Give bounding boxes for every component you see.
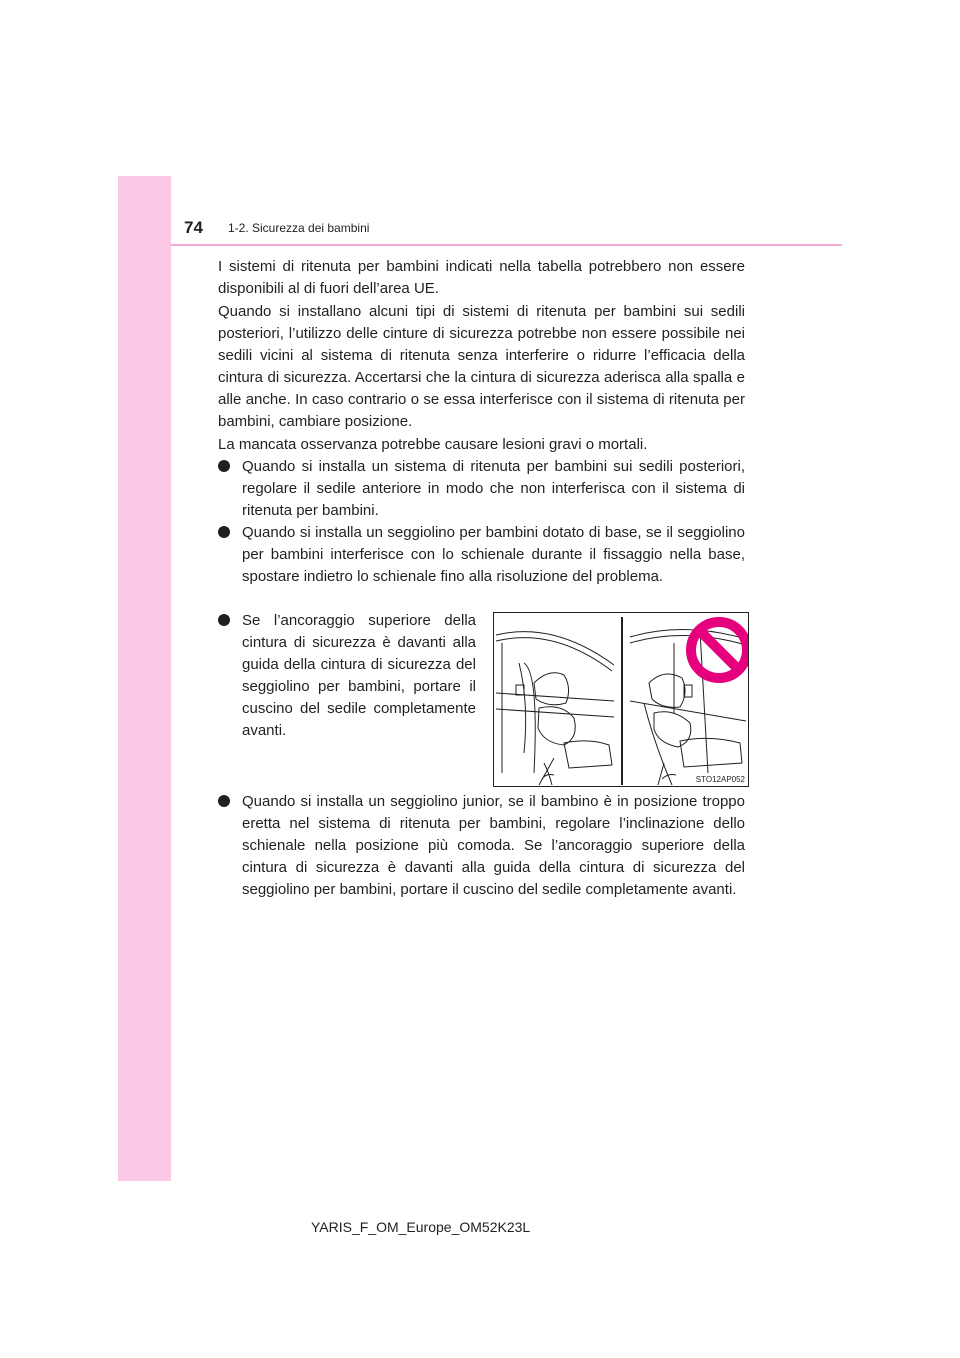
bullet-icon [218, 460, 230, 472]
bullet-icon [218, 614, 230, 626]
bullet-icon [218, 795, 230, 807]
list-item [218, 791, 745, 901]
intro-paragraph: I sistemi di ritenuta per bambini indicati nella tabella potrebbero non essere disponibili al di fuori dell’area UE. [218, 258, 745, 297]
child-seat-illustration [493, 612, 749, 787]
seat-drawing [494, 613, 748, 786]
header-divider [171, 244, 842, 246]
list-item-text: Quando si installa un seggiolino junior, se il bambino è in posizione troppo eretta nel sistema di ritenuta per bambini, regolare l’inclinazione dello schienale nella posizione più comoda. Se l’ancoraggio superiore della cintura di sicurezza è davanti alla guida della cintura di sicurezza del seggiolino per bambini, portare il cuscino del sedile completamente avanti. [242, 793, 745, 898]
list-item-text: Quando si installa un sistema di ritenuta per bambini sui sedili posteriori, regolare il sedile anteriore in modo che non interferisca con il sistema di ritenuta per bambini. [242, 458, 745, 519]
side-tab-band [118, 176, 171, 1181]
list-item-text: Se l’ancoraggio superiore della cintura di sicurezza è davanti alla guida della cintura di sicurezza del seggiolino per bambini, portare il cuscino del sedile completamente avanti. [242, 612, 476, 739]
list-item [218, 456, 745, 522]
document-code-footer: YARIS_F_OM_Europe_OM52K23L [311, 1219, 531, 1235]
installation-paragraph: Quando si installano alcuni tipi di sistemi di ritenuta per bambini sui sedili posteriori, l’utilizzo delle cinture di sicurezza potrebbe non essere possibile nei sedili vicini al sistema di ritenuta senza interferire o ridurre l’efficacia della cintura di sicurezza. Accertarsi che la cintura di sicurezza aderisca alla spalla e alle anche. In caso contrario o se essa interferisce con il sistema di ritenuta per bambini, cambiare posizione. [218, 303, 745, 430]
figure-code: STO12AP052 [695, 775, 745, 784]
page-number: 74 [184, 218, 203, 237]
list-item-text: Quando si installa un seggiolino per bambini dotato di base, se il seggiolino per bambini interferisce con lo schienale durante il fissaggio nella base, spostare indietro lo schienale fino alla risoluzione del problema. [242, 524, 745, 585]
bullet-icon [218, 526, 230, 538]
list-item [218, 522, 745, 588]
list-item [218, 610, 476, 742]
section-title: 1-2. Sicurezza dei bambini [228, 221, 370, 235]
prohibition-icon [691, 622, 747, 678]
warning-paragraph: La mancata osservanza potrebbe causare lesioni gravi o mortali. [218, 436, 648, 453]
